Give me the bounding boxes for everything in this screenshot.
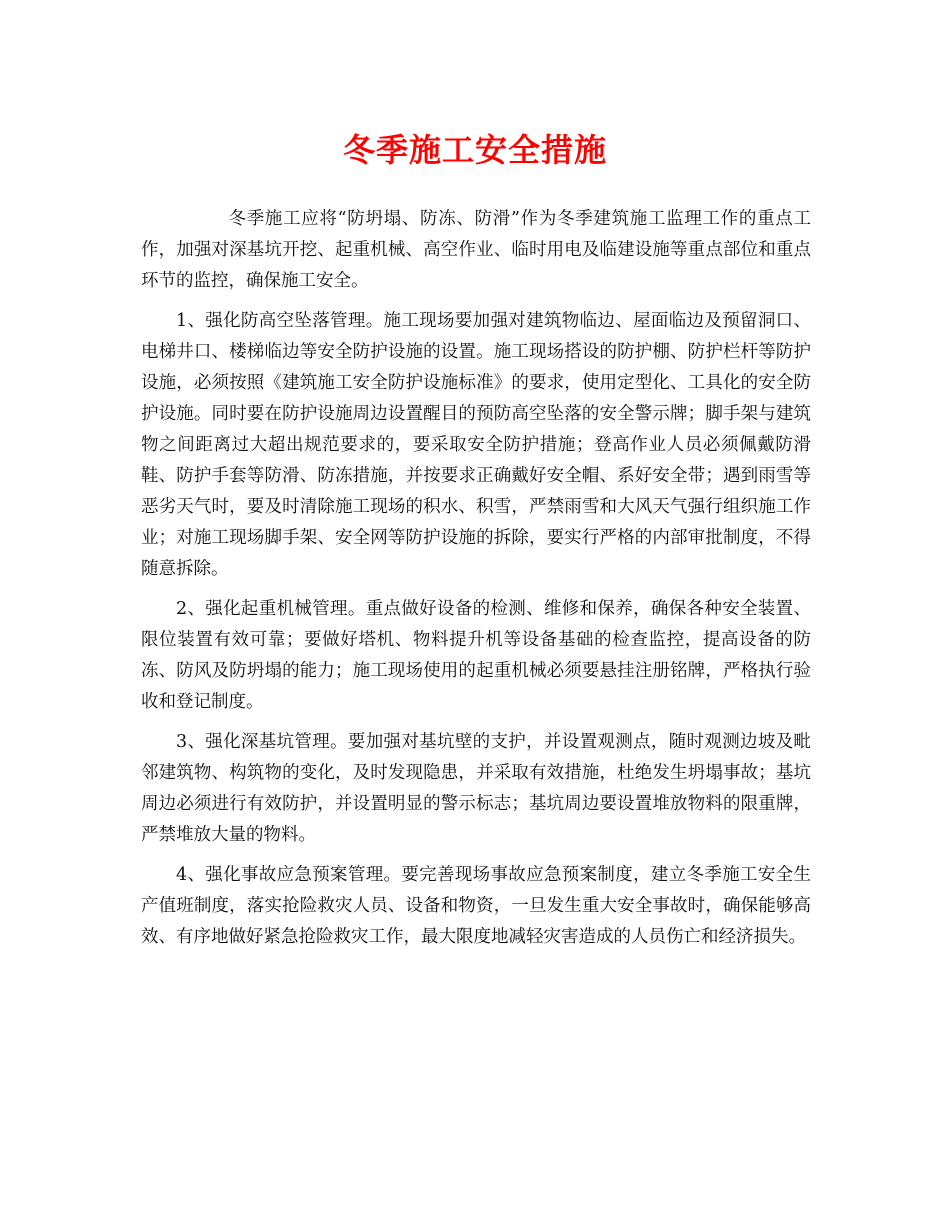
section-1-paragraph: 1、强化防高空坠落管理。施工现场要加强对建筑物临边、屋面临边及预留洞口、电梯井口、楼梯临边等安全防护设施的设置。施工现场搭设的防护棚、防护栏杆等防护设施，必须按照《建筑施工安全防护设施标准》的要求，使用定型化、工具化的安全防护设施。同时要在防护设施周边设置醒目的预防高空坠落的安全警示牌；脚手架与建筑物之间距离过大超出规范要求的，要采取安全防护措施；登高作业人员必须佩戴防滑鞋、防护手套等防滑、防冻措施，并按要求正确戴好安全帽、系好安全带；遇到雨雪等恶劣天气时，要及时清除施工现场的积水、积雪，严禁雨雪和大风天气强行组织施工作业；对施工现场脚手架、安全网等防护设施的拆除，要实行严格的内部审批制度，不得随意拆除。 (141, 311, 811, 579)
document-title: 冬季施工安全措施 (342, 131, 607, 169)
document-body (141, 204, 811, 962)
section-2-paragraph: 2、强化起重机械管理。重点做好设备的检测、维修和保养，确保各种安全装置、限位装置有效可靠；要做好塔机、物料提升机等设备基础的检查监控，提高设备的防冻、防风及防坍塌的能力；施工现场使用的起重机械必须要悬挂注册铭牌，严格执行验收和登记制度。 (141, 599, 811, 712)
section-4-paragraph: 4、强化事故应急预案管理。要完善现场事故应急预案制度，建立冬季施工安全生产值班制度，落实抢险救灾人员、设备和物资，一旦发生重大安全事故时，确保能够高效、有序地做好紧急抢险救灾工作，最大限度地减轻灾害造成的人员伤亡和经济损失。 (141, 865, 811, 947)
section-3-paragraph: 3、强化深基坑管理。要加强对基坑壁的支护，并设置观测点，随时观测边坡及毗邻建筑物、构筑物的变化，及时发现隐患，并采取有效措施，杜绝发生坍塌事故；基坑周边必须进行有效防护，并设置明显的警示标志；基坑周边要设置堆放物料的限重牌，严禁堆放大量的物料。 (141, 732, 811, 845)
intro-paragraph: 冬季施工应将“防坍塌、防冻、防滑”作为冬季建筑施工监理工作的重点工作，加强对深基坑开挖、起重机械、高空作业、临时用电及临建设施等重点部位和重点环节的监控，确保施工安全。 (141, 209, 811, 291)
